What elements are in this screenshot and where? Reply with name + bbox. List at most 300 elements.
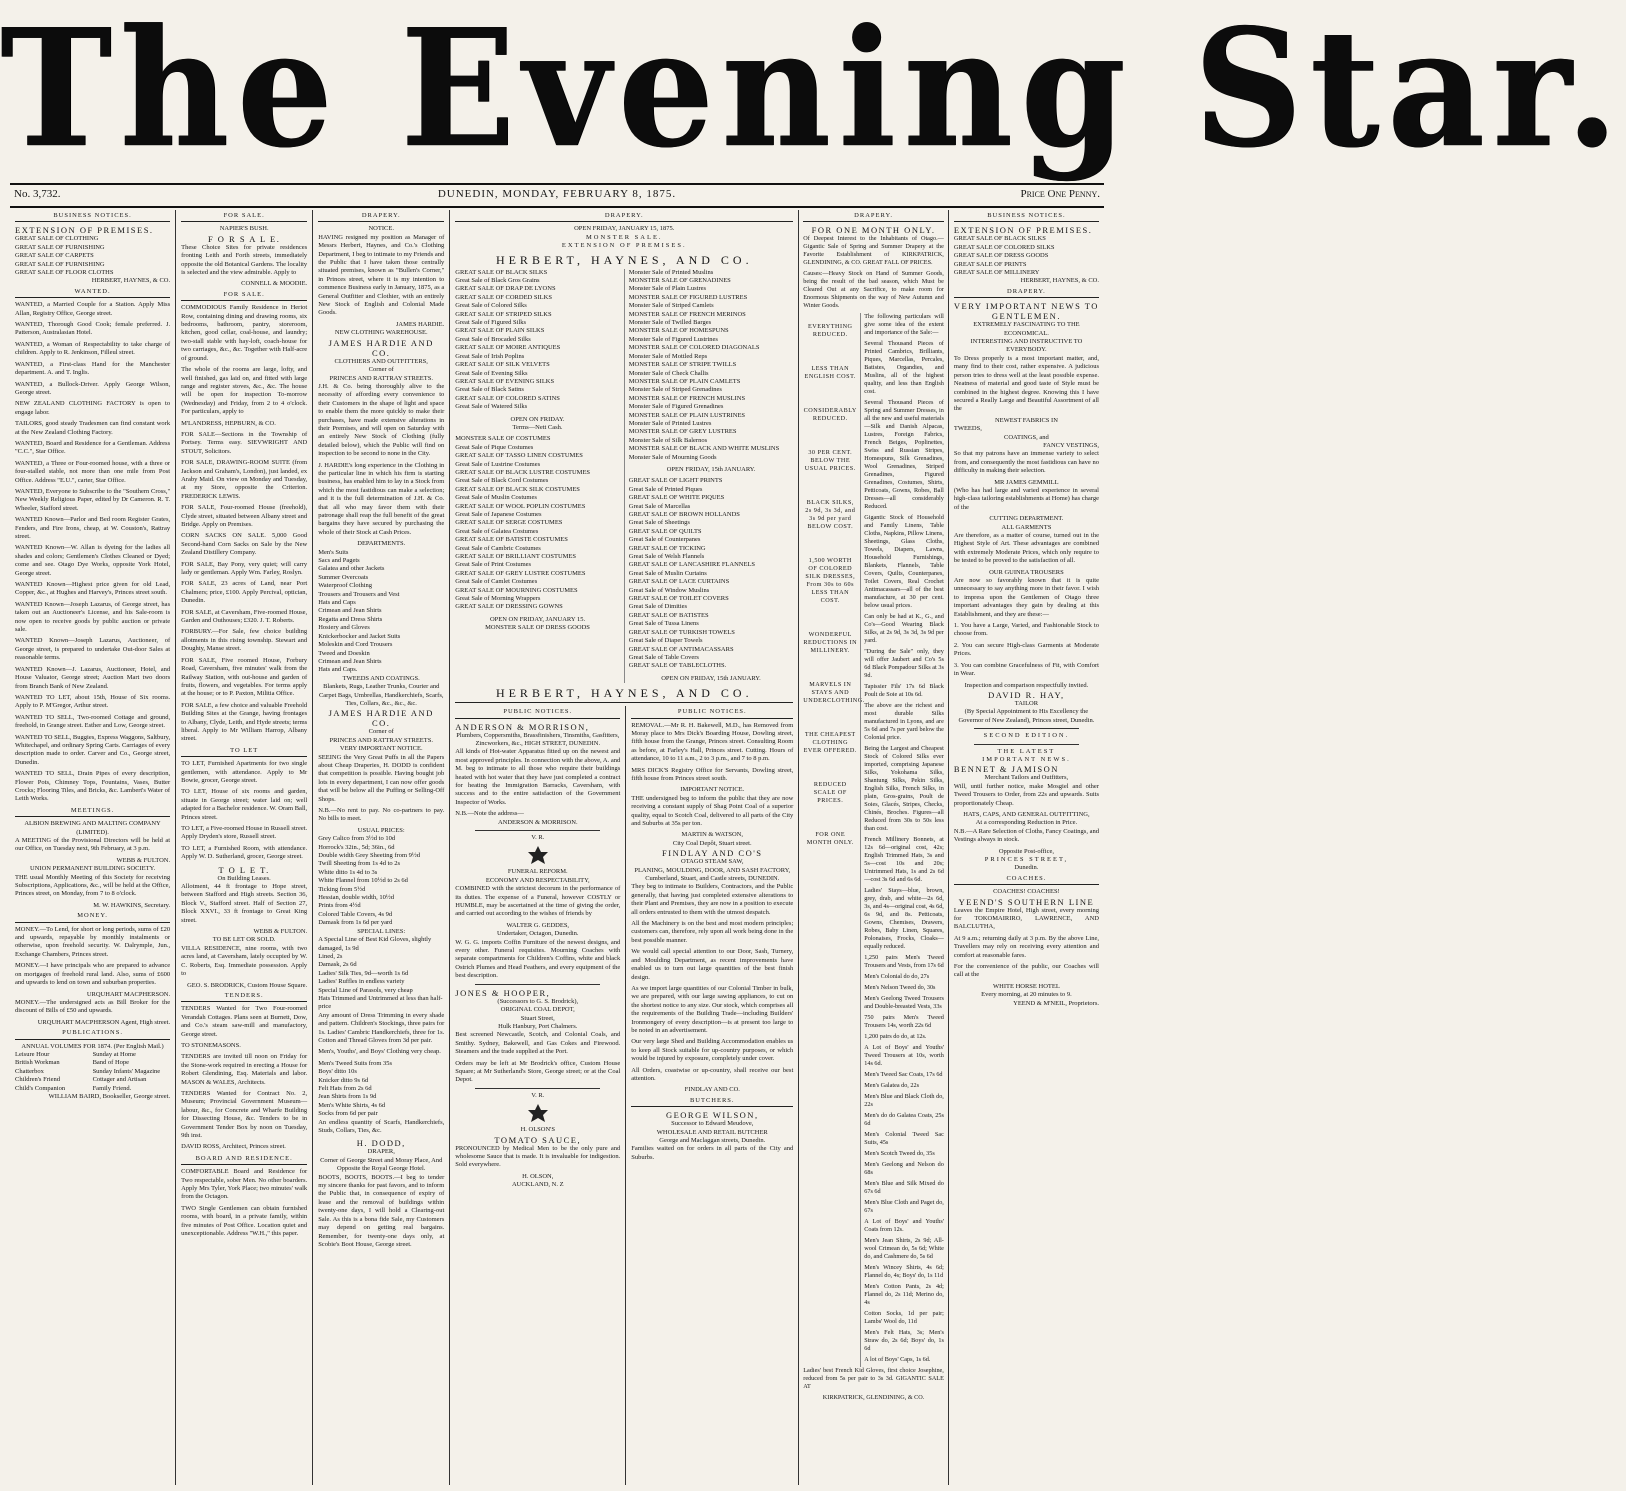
column-hay [949, 210, 1104, 1485]
fancy: FANCY VESTINGS, [1043, 441, 1099, 449]
publication: Sunday Infants' Magazine [92, 1067, 161, 1075]
sale-line: Great Sale of Welsh Flannels [628, 553, 705, 561]
column-business [10, 210, 176, 1485]
silks-list [455, 269, 620, 412]
advantage-item: 2. You can secure High-class Garments at Moderate Prices. [953, 641, 1099, 658]
nb-text: N.B.—No rent to pay. No co-partners to pay. No bills to meet. [318, 807, 445, 823]
unlimited-text: An endless quantity of Scarfs, Handkerchiefs, Studs, Collars, Ties, &c. [318, 1118, 445, 1135]
tweeds-text: Blankets, Rugs, Leather Trunks, Courier and Carpet Bags, Umbrellas, Handkerchiefs, Scarfs, Ties, Collars, &c., &c., &c. [318, 683, 444, 707]
column-herbert-haynes [450, 210, 799, 1485]
sale-item: Cotton Socks, 1d per pair; Lambs' Wool do, 11d [864, 1310, 944, 1325]
warehouse-title: NEW CLOTHING WAREHOUSE. [334, 329, 428, 337]
interesting: INTERESTING AND INSTRUCTIVE TO EVERYBODY. [970, 338, 1083, 354]
funeral-title: FUNERAL REFORM. [507, 868, 568, 876]
price-item: Ticking from 5½d [318, 885, 366, 893]
wanted-ad: WANTED, a First-class Hand for the Manchester department. A. and T. Inglis. [15, 360, 171, 377]
price-item: Damask from 1s 6d per yard [318, 919, 393, 927]
to-let-heading: T O L E T. [218, 864, 270, 875]
napier-text: These Choice Sites for private residences fronting Leith and Forth streets, immediately opposite the old Botanical Gardens. The locality is selected and the view admirable. Apply to [181, 243, 308, 277]
issue-number: No. 3,732. [14, 188, 61, 200]
sale-line: GREAT SALE OF GREY LUSTRE COSTUMES [455, 569, 586, 577]
dunedin: Dunedin. [1014, 864, 1039, 872]
sale-line: Great Sale of Evening Silks [455, 369, 528, 377]
coatings: COATINGS, and [1004, 433, 1049, 441]
villa-sign: GEO. S. BRODRICK, Custom House Square. [187, 981, 308, 989]
seeing-text: SEEING the Very Great Puffs in all the Papers about Cheap Draperies, H. DODD is confident that competition is possible. Having bought job lots in every department, I can now offer goods that will be below all the Puffing or Selling-Off Shops. [318, 753, 445, 803]
findlay-text: They beg to intimate to Builders, Contractors, and the Public generally, that having just completed extensive alterations to their Plant and Premises, they are now in a position to execute all orders entrusted to them with the utmost despatch. [631, 883, 794, 916]
sale-line: Monster Sale of Plain Lustres [628, 285, 707, 293]
sale-line: GREAT SALE OF COLORED SATINS [455, 394, 560, 402]
boots-text: BOOTS, BOOTS, BOOTS.—I beg to tender my sincere thanks for past favors, and to inform the Public that, in consequence of expiry of lease and the removal of buildings within twenty-one days, I will hold a Clearing-out Sale. As this is a bona fide Sale, my Customers may depend on getting real bargains. Remember, for twenty-one days only, at Scobie's Boot House, George street. [318, 1173, 445, 1248]
dick-text: MRS DICK'S Registry Office for Servants, Dowling street, fifth house from Princes street south. [631, 766, 794, 782]
money-ad: MONEY.—The undersigned acts as Bill Broker for the discount of Bills of £50 and upwards. [15, 998, 171, 1015]
sale-line: Great Sale of Lustrine Costumes [455, 460, 541, 468]
departments-list [318, 549, 444, 675]
household-list [629, 477, 794, 670]
streets: PRINCES AND RATTRAY STREETS. [329, 374, 433, 382]
money-ad: MONEY.—I have principals who are prepared to advance on mortgages of freehold rural land. Also, sums of £600 and upwards to lend on town and suburban properties. [15, 962, 171, 987]
section-header: TENDERS. [181, 992, 307, 1002]
sale-line: GREAT SALE OF SERGE COSTUMES [455, 519, 563, 527]
columns [10, 210, 1104, 1485]
special-item: Hats Trimmed and Untrimmed at less than half-price [318, 994, 443, 1011]
for-sale-ad: FOR SALE—Sections in the Township of Portsey. Terms easy. SIEVWRIGHT AND STOUT, Solicitors. [181, 430, 308, 455]
monster-title: MONSTER SALE. [585, 233, 663, 241]
coal-text: Orders may be left at Mr Brodrick's office, Custom House Square; at Mr Sutherland's Store, George street; or at the Coal Depot. [455, 1059, 621, 1084]
sale-item: Men's Cotton Pants, 2s 4d; Flannel do, 2s 11d; Merino do, 4s [864, 1283, 944, 1306]
publication: British Workman [15, 1059, 60, 1067]
sale-line: MONSTER SALE OF FRENCH MUSLINS [628, 394, 746, 402]
department-item: Crimean and Jean Shirts [318, 607, 382, 615]
wanted-ad: WANTED, Thorough Good Cook; female preferred. J. Patterson, Australasian Hotel. [15, 321, 171, 337]
advantage-item: 3. You can combine Gracefulness of Fit, with Comfort in Wear. [953, 661, 1099, 678]
martin-name: MARTIN & WATSON, [681, 831, 743, 839]
sale-line: GREAT SALE OF BLACK LUSTRE COSTUMES [455, 468, 591, 476]
villa-text: VILLA RESIDENCE, nine rooms, with two acres land, at Caversham, lately occupied by W. C. Roberts, Esq. Immediate possession. Apply to [181, 944, 308, 978]
sale-item: "During the Sale" only, they will offer Jaubert and Co's 5s 6d Black Pompadour Silks at 3s 9d. [864, 648, 944, 679]
building-leases: On Building Leases. [217, 874, 271, 882]
wilson-name: GEORGE WILSON, [665, 1110, 759, 1121]
wanted-ad: WANTED, a Married Couple for a Station. Apply Miss Allan, Registry Office, George street. [15, 301, 171, 317]
mens-item: Knicker ditto 9s 6d [318, 1076, 369, 1084]
planing: PLANING, MOULDING, DOOR, AND SASH FACTORY, [634, 866, 791, 874]
meeting-text: A MEETING of the Provisional Directors will be held at our Office, on Tuesday next, 9th February, at 3 p.m. [15, 837, 171, 853]
latest: THE LATEST [997, 747, 1056, 755]
publication: Cottager and Artisan [92, 1076, 147, 1084]
wanted-ad: WANTED Known—W. Allan is dyeing for the ladies all shades and colors; Gentlemen's Clothes Cleaned or Dyed; come and see. Otago Dye Works, opposite York Hotel, George street. [15, 544, 171, 577]
sale-item: Men's Felt Hats, 3s; Men's Straw do, 2s 6d; Boys' do, 1s 6d [864, 1329, 944, 1352]
tender-ad: TENDERS are invited till noon on Friday for the Stone-work required in erecting a House for Robert Glendining, Esq. Materials and labor. MASON & WALES, Architects. [181, 1053, 308, 1086]
month-text: Of Deepest Interest to the Inhabitants of Otago.—Gigantic Sale of Spring and Summer Drapery at the Favorite Establishment of KIRKPATRICK, GLENDINING, & CO. GREAT FALL OF PRICES. [803, 235, 944, 266]
department-item: Galatea and other Jackets [318, 565, 385, 573]
sale-line: GREAT SALE OF TURKISH TOWELS [628, 628, 735, 636]
steam-saw: OTAGO STEAM SAW, [681, 858, 744, 866]
department-item: Tweed and Doeskin [318, 649, 370, 657]
public-notices [450, 706, 798, 1485]
open-friday: OPEN ON FRIDAY, 15th JANUARY. [661, 674, 761, 682]
department-item: Hosiery and Gloves [318, 624, 370, 632]
sale-item: Men's Geelong Tweed Trousers and Double-breasted Vests, 33s [864, 995, 944, 1010]
martin-address: City Coal Depôt, Stuart street. [672, 839, 752, 847]
wilson-sub: Successor to Edward Meudove, [671, 1120, 754, 1128]
wanted-ad: NEW ZEALAND CLOTHING FACTORY is open to engage labor. [15, 400, 171, 416]
sale-line: Great Sale of Window Muslins [628, 586, 710, 594]
olson-name: H. OLSON'S [520, 1126, 555, 1134]
section-header: DRAPERY. [318, 212, 444, 222]
department-item: Crimean and Jean Shirts [318, 657, 382, 665]
jones-sub: (Successors to G. S. Brodrick), [497, 997, 579, 1005]
newest: NEWEST FABRICS IN [994, 416, 1058, 424]
yeend-text: At 9 a.m.; returning daily at 3 p.m. By the above Line, Travellers may rely on receiving every attention and comfort at reasonable fares. [953, 934, 1099, 959]
sale-lists [455, 269, 793, 684]
sale-line: GREAT SALE OF PLAIN SILKS [455, 327, 545, 335]
sale-line: Great Sale of Muslin Costumes [455, 494, 537, 502]
clothiers: CLOTHIERS AND OUTFITTERS, [334, 357, 428, 365]
for-sale-ad: FOR SALE, at Caversham, Five-roomed House, Garden and Outhouses; £320. J. T. Roberts. [181, 608, 308, 625]
hulk: Hulk Hanbury, Port Chalmers. [498, 1022, 578, 1030]
olson-sign: H. OLSON, [522, 1172, 554, 1180]
divider [974, 744, 1079, 745]
top-rule [10, 183, 1104, 185]
hardie-text: J.H. & Co. being thoroughly alive to the necessity of affording every convenience to their Customers in the shape of light and space to enable them the more quickly to make their purchases, have made extensive alterations in their Premises, and will open on Saturday with an entirely New Stock of Clothing (fully detailed below), which the Public will find on inspection to be second to none in the City. [318, 382, 445, 458]
notice-title: NOTICE. [368, 225, 394, 233]
department-item: Men's Suits [318, 548, 349, 556]
sale-line: MONSTER SALE OF HOMESPUNS [628, 327, 729, 335]
usual-list [318, 835, 444, 927]
sale-item: Several Thousand Pieces of Printed Cambrics, Brilliants, Piques, Marcellas, Percales, Batistes, Organdies, and Muslins, all of the highest quality, and less than English cost. [864, 340, 944, 395]
sale-line: GREAT SALE OF BRILLIANT COSTUMES [455, 553, 577, 561]
kirkpatrick-labels [803, 313, 865, 1367]
tomato-text: PRONOUNCED by Medical Men to be the only pure and wholesome Sauce that is made. It is invaluable for indigestion. Sold everywhere. [455, 1144, 621, 1169]
publications-left [15, 1051, 93, 1093]
sale-line: GREAT SALE OF LACE CURTAINS [628, 578, 730, 586]
open-friday: OPEN FRIDAY, 15th JANUARY. [666, 465, 756, 473]
publication: Band of Hope [92, 1059, 130, 1067]
sale-line: GREAT SALE OF DRESSING GOWNS [455, 603, 563, 611]
department-item: Trousers and Trousers and Vest [318, 590, 400, 598]
sale-line: Monster Sale of Twilled Barges [628, 319, 712, 327]
price-item: White ditto 1s 4d to 3s [318, 868, 378, 876]
napier-sign: CONNELL & MOODIE. [241, 280, 308, 288]
dodd-name: H. DODD, [356, 1138, 406, 1149]
section-header: FOR SALE. [181, 212, 307, 222]
to-let-sign: WEBB & FULTON. [253, 928, 308, 936]
tomato-title: TOMATO SAUCE, [494, 1134, 582, 1145]
department-item: Sacs and Pagets [318, 557, 360, 565]
coaches: COACHES! COACHES! [993, 888, 1060, 896]
sale-item: Men's Geelong and Nelson do 68s [864, 1161, 944, 1176]
geddes-text: W. G. G. imports Coffin Furniture of the newest designs, and every other. Funeral requisites. Mourning Coaches with separate compartments for Children's Coffins, white and black Ostrich Plumes and Head Feathers, and every equipment of the best description. [455, 938, 621, 980]
price-label: WONDERFUL REDUCTIONS IN MILLINERY. [803, 631, 858, 654]
cause-text: Causes:—Heavy Stock on Hand of Summer Goods, being the result of the bad season, which Must be Cleared Out at any Sacrifice, to make room for Enormous Shipments on the way of New Autumn and Winter Goods. [803, 270, 944, 309]
inspection: Inspection and comparison respectfully invited. [964, 681, 1089, 689]
findlay-name: FINDLAY AND CO'S [662, 848, 763, 859]
princes: PRINCES STREET, [984, 856, 1069, 863]
column-drapery-hardie [313, 210, 450, 1485]
to-let-text: Allotment, 44 ft frontage to Hope street, between Stafford and High streets. Section 36, Block V., Stafford street. Half of Section 27, Block XXVI., 33 ft frontage to Great King street. [181, 883, 308, 924]
for-sale-ad: CORN SACKS ON SALE. 5,000 Good Second-hand Corn Sacks on Sale by the New Zealand Distillery Company. [181, 532, 308, 557]
sale-line: GREAT SALE OF FURNISHING [15, 243, 105, 251]
hats-title: HATS, CAPS, AND GENERAL OUTFITTING, [963, 810, 1090, 818]
sale-line: GREAT SALE OF QUILTS [628, 527, 702, 535]
for-sale-ad: The whole of the rooms are large, lofty, and well finished, gas laid on, and fitted with large range and register stoves, &c., &c. The house will be open for inspection To-morrow (Wednesday) and Friday, from 2 to 4 o'clock. For particulars, apply to [181, 366, 308, 416]
department-item: Moleskin and Cord Trousers [318, 641, 393, 649]
divider [475, 984, 600, 985]
wanted-ad: WANTED Known—Highest price given for old Lead, Copper, &c., at Hughes and Harvey's, Princes street south. [15, 581, 171, 597]
opposite: Opposite Post-office, [998, 847, 1054, 855]
corner: Corner of [368, 728, 394, 736]
price-label: 30 PER CENT. BELOW THE USUAL PRICES. [804, 449, 856, 472]
draper: DRAPER, [367, 1148, 395, 1156]
findlay-sign: FINDLAY AND CO. [684, 1086, 740, 1094]
section-header: COACHES. [954, 875, 1099, 885]
sale-line: GREAT SALE OF COLORED SILKS [953, 243, 1055, 251]
sale-line: Great Sale of Marcellas [628, 502, 691, 510]
patrons-text: So that my patrons have an immense variety to select from, and consequently the most fastidious can have no difficulty in making their selection. [953, 450, 1099, 475]
tweeds-title: TWEEDS AND COATINGS. [342, 674, 420, 682]
sale-line: Great Sale of Tussa Linens [628, 620, 699, 628]
dodd-text: Any amount of Dress Trimming in every shade and pattern. Children's Stockings, three pairs for 1s. Ladies' Cambric Handkerchiefs, three for 1s. Cotton and Thread Gloves from 3d per pair. [318, 1011, 445, 1044]
firm-signature: HERBERT, HAYNES, & CO. [91, 277, 171, 285]
sale-line: Great Sale of Camlet Costumes [455, 578, 538, 586]
advantages-list [954, 622, 1099, 678]
sale-line: Monster Sale of Striped Grenadines [628, 386, 722, 394]
sale-line: MONSTER SALE OF COSTUMES [455, 435, 551, 443]
merchant: Merchant Tailors and Outfitters, [984, 774, 1069, 782]
important-text: THE undersigned beg to inform the public that they are now receiving a constant supply of Shag Point Coal of a superior quality, equal to Scotch Coal, delivered to all parts of the City and Suburbs at 35s per ton. [631, 794, 794, 827]
price-label: FOR ONE MONTH ONLY. [806, 831, 854, 846]
findlay-text: Our very large Shed and Building Accommodation enables us to keep all Stock suitable for up-country purposes, or which would be injured by exposure, completely under cover. [631, 1038, 794, 1063]
mens-list [318, 1060, 444, 1119]
sale-item: 1,200 pairs do do, at 12s. [864, 1033, 927, 1040]
special-title: SPECIAL LINES: [357, 927, 406, 935]
price-item: Twill Sheeting from 1s 4d to 2s [318, 860, 401, 868]
publication: Sunday at Home [92, 1050, 136, 1058]
kirkpatrick-body [803, 313, 944, 1367]
newspaper-title: The Evening Star. [0, 0, 1626, 185]
wilson-address: George and Maclaggan streets, Dunedin. [659, 1137, 766, 1144]
meeting-text: THE usual Monthly Meeting of this Society for receiving Subscriptions, Applications, &c., will be held at the Office, Princes street, on Monday, from 7 to 8 o'clock. [15, 873, 171, 898]
price-item: White Flannel from 10½d to 2s 6d [318, 877, 408, 885]
sale-line: GREAT SALE OF EVENING SILKS [455, 377, 555, 385]
findlay-text: As we import large quantities of our Colonial Timber in bulk, we are prepared, with our large sawing appliances, to cut on the shortest notice to any size. Our stock, which comprises all the requirements of the Building Trade—including Builders' Ironmongery of every description—is at present too large to be noted in an advertisement. [631, 984, 794, 1034]
sale-line: GREAT SALE OF LANCASHIRE FLANNELS [628, 561, 756, 569]
tweeds: TWEEDS, [953, 425, 982, 433]
sale-item: Men's Nelson Tweed do, 30s [864, 984, 936, 991]
to-let-list [181, 760, 307, 861]
sale-line: Monster Sale of Striped Camlets [628, 302, 714, 310]
white-horse: WHITE HORSE HOTEL [993, 982, 1060, 990]
for-sale-ad: COMMODIOUS Family Residence in Heriot Row, containing dining and drawing rooms, six bedrooms, bathroom, pantry, storeroom, kitchen, good cellar, coal-house, and laundry; two-stall stable with hay-loft, coach-house for two carriages, &c., &c. Together with Half-acre of ground. [181, 304, 308, 362]
vr-mark: V. R. [531, 1091, 545, 1099]
tender-ad: TENDERS Wanted for Contract No. 2, Museum; Provincial Government Museum—labour, &c., for Concrete and Wharfe Building for Dissecting House, &c. Tenders to be in Government Tender Box by noon on Tuesday, 9th inst. [181, 1089, 308, 1139]
wanted-ad: WANTED Known—Joseph Lazarus, Auctioneer, of George street, is prepared to undertake Out-door Sales at reasonable terms. [15, 637, 171, 662]
yeend-text: For the convenience of the public, our Coaches will call at the [953, 963, 1099, 979]
wanted-ad: WANTED, Everyone to Subscribe to the "Southern Cross," New Weekly Religious Paper, edited by Dr Cameron. R. T. Wheeler, Stafford street. [15, 487, 171, 512]
wanted-ad: WANTED Known—Joseph Lazarus, of George street, has taken out an Auctioneer's License, and his Sale-room is now open to receive goods by public auction or private sale. [15, 600, 171, 634]
kirkpatrick-footer: Ladies' best French Kid Gloves, first choice Josephine, reduced from 5s per pair to 3s 3d. GIGANTIC SALE AT [803, 1367, 944, 1390]
sale-item: A lot of Boys' Caps, 1s 6d. [864, 1356, 931, 1363]
sale-item: A Lot of Boys' and Youths' Tweed Trousers at 10s, worth 14s 6d. [864, 1044, 944, 1067]
meeting-sign: WEBB & FULTON. [116, 856, 171, 864]
sale-item: Men's Jean Shirts, 2s 9d; All-wool Crimean do, 5s 6d; White do, and Cashmere do, 5s 6d [864, 1237, 944, 1260]
section-header: BUSINESS NOTICES. [954, 212, 1099, 222]
notice-sign: JAMES HARDIE. [395, 320, 445, 328]
publication: Leisure Hour [15, 1050, 50, 1058]
price: Price One Penny. [1020, 188, 1100, 200]
sale-line: MONSTER SALE OF FIGURED LUSTRES [628, 293, 748, 301]
sale-line: GREAT SALE OF DRAP DE LYONS [455, 285, 556, 293]
guinea: OUR GUINEA TROUSERS [989, 568, 1064, 576]
sale-line: Great Sale of Brocaded Silks [455, 335, 531, 343]
section-header: TO LET [181, 747, 307, 757]
coal-address: Stuart Street, [520, 1014, 555, 1022]
for-sale-ad: FOR SALE, a few choice and valuable Freehold Building Sites at the Grange, having frontages to Albany, Clyde, Leith, and Hyde streets; terms liberal. Apply to Mr William Harrop, Albany street. [181, 701, 308, 743]
yeend-sign: YEEND & M'NEIL, Proprietors. [1013, 999, 1099, 1007]
wanted-ad: WANTED, a Three or Four-roomed house, with a three or four-stalled stable, not more than one mile from Post Office. Address "E.U.", carter, Star Office. [15, 459, 171, 484]
sale-line: Great Sale of Counterpanes [628, 536, 701, 544]
section-header: PUBLIC NOTICES. [455, 708, 620, 718]
sale-line: GREAT SALE OF BLACK SILKS [455, 268, 548, 276]
sale-line: MONSTER SALE OF GREY LUSTRES [628, 428, 737, 436]
for-sale-ad: FOR SALE, 23 acres of Land, near Port Chalmers; price, £100. Apply Percival, optician, Dunedin. [181, 580, 308, 605]
sale-line: Great Sale of Japanese Costumes [455, 511, 542, 518]
department-item: Waterproof Clothing [318, 582, 372, 590]
column-for-sale [176, 210, 313, 1485]
sale-line: MONSTER SALE OF PLAIN LUSTRINES [628, 411, 746, 419]
price-item: Horrock's 32in., 5d; 36in., 6d [318, 843, 395, 851]
important-title: IMPORTANT NOTICE. [680, 786, 745, 794]
guinea-text: Are now so favorably known that it is quite unnecessary to say anything more in their favor. I wish to impress upon the Gentlemen of Otago three important advantages they gain by dealing at this Establishment, and they are these:— [953, 577, 1099, 618]
sale-line: Great Sale of Black Satins [455, 386, 524, 394]
sale-line: Great Sale of Watered Silks [455, 403, 528, 411]
dateline-rule [10, 206, 1104, 208]
crest-icon [523, 1102, 553, 1124]
dress-text: To Dress properly is a most important matter, and, many find to their cost, rather expensive. A judicious person tries to dress well at the least possible expense. Neatness of material and good taste of Style must be combined in the highest degree. Knowing this I have secured a Really Large and Beautiful Assortment of all the [953, 354, 1099, 413]
costumes-list [455, 435, 620, 612]
funeral-text: COMBINED with the strictest decorum in the performance of its duties. The expense of a Funeral, however COSTLY or HUMBLE, may be ascertained at the time of giving the order, and carried out according to the wishes of friends by [455, 885, 621, 918]
sale-line: GREAT SALE OF SILK VELVETS [455, 361, 550, 369]
column-public-notices-right [626, 706, 798, 1485]
yeend-text: Every morning, at 20 minutes to 9. [981, 991, 1072, 999]
wanted-ad: WANTED TO SELL, Drain Pipes of every description, Flower Pots, Chimney Tops, Fountains, Vases, Butter Crocks; Flooring Tiles, and Bricks, &c. Lambert's Water of Leith Works. [15, 770, 171, 803]
sales-list [15, 235, 170, 277]
notice-text: HAVING resigned my position as Manager of Messrs Herbert, Haynes, and Co.'s Clothing Department, I beg to intimate to my Friends and the Public that I have taken those centrally situated premises, known as "Bullen's Corner," in Princes street, where it is my intention to commence Business early in January, 1875, as a General Outfitter and Clothier, with an entirely New Stock of English and Colonial Made Goods. [318, 233, 445, 317]
jones-name: JONES & HOOPER, [455, 987, 551, 998]
special-item: Damask, 2s 6d [318, 961, 357, 969]
streets: PRINCES AND RATTRAY STREETS. [329, 736, 433, 744]
mens-item: Felt Hats from 2s 6d [318, 1085, 372, 1092]
sale-item: Ladies' Stays—blue, brown, grey, drab, and white—2s 6d, 3s, and 4s—original cost, 4s 6d, 6s 9d, and 8s. Petticoats, Gowns, Chemises, Drawers, Robes, Baby Linen, Squares, Polonaises, Frocks, Cloaks—equally reduced. [864, 887, 944, 950]
sale-line: GREAT SALE OF MOIRE ANTIQUES [455, 344, 561, 352]
sale-line: GREAT SALE OF FLOOR CLOTHS [15, 269, 114, 277]
mens-item: Socks from 6d per pair [318, 1110, 378, 1118]
meeting-title: UNION PERMANENT BUILDING SOCIETY. [30, 865, 156, 873]
kirkpatrick-firm: KIRKPATRICK, GLENDINING, & CO. [822, 1394, 925, 1401]
sale-item: Men's do do Galatea Coats, 25s 6d [864, 1112, 944, 1127]
cutting: CUTTING DEPARTMENT. [989, 515, 1064, 523]
divider [475, 830, 600, 831]
yeend-text: Leaves the Empire Hotel, High street, every morning for TOKOMAIRIRO, LAWRENCE, AND BALCLUTHA, [953, 906, 1099, 931]
department-item: Regatta and Dress Shirts [318, 615, 383, 623]
sale-line: MONSTER SALE OF COLORED DIAGONALS [628, 344, 760, 352]
board-list [181, 1168, 307, 1238]
removal-text: REMOVAL.—Mr R. H. Bakewell, M.D., has Removed from Moray place to Mrs Dick's Boarding House, Dowling street, fifth house from the Grange, Princes street. Consulting Room as before, at Farley's Hall, Princes street. Cutting. Hours of attendance, 10 to 11 a.m., 2 to 3 p.m., and 7 to 8 p.m. [631, 721, 794, 763]
wanted-ad: WANTED, a Bullock-Driver. Apply George Wilson, George street. [15, 380, 171, 396]
to-let-ad: TO LET, a Five-roomed House in Russell street. Apply Dryden's store, Russell street. [181, 825, 308, 841]
hats-text: At a corresponding Reduction in Price. [975, 819, 1078, 827]
open-line: OPEN FRIDAY, JANUARY 15, 1875. [574, 225, 675, 233]
special-list [318, 936, 444, 1012]
sales-list [954, 235, 1099, 277]
extension-heading: EXTENSION OF PREMISES. [15, 225, 154, 236]
usual-title: USUAL PRICES: [357, 826, 405, 834]
price-label: EVERYTHING REDUCED. [808, 323, 853, 338]
sale-line: GREAT SALE OF WHITE PIQUES [628, 494, 725, 502]
sale-item: Men's Scotch Tweed do, 35s [864, 1150, 935, 1157]
price-label: MARVELS IN STAYS AND UNDERCLOTHING. [803, 681, 865, 704]
price-label: LESS THAN ENGLISH COST. [804, 365, 856, 380]
sale-line: GREAT SALE OF BLACK SILK COSTUMES [455, 485, 580, 493]
sale-line: GREAT SALE OF BROWN HOLLANDS [628, 511, 740, 518]
tailor: TAILOR [1014, 699, 1039, 707]
money-sign: URQUHART MACPHERSON Agent, High street. [37, 1018, 171, 1026]
tender-ad: DAVID ROSS, Architect, Princes street. [181, 1143, 286, 1151]
section-header: MONEY. [15, 912, 170, 922]
sale-line: GREAT SALE OF TOILET COVERS [628, 595, 729, 603]
price-label: CONSIDERABLY REDUCED. [803, 407, 857, 422]
second-edition: SECOND EDITION. [983, 732, 1070, 740]
section-header: BOARD AND RESIDENCE. [181, 1155, 307, 1165]
findlay-text: We would call special attention to our Door, Sash, Turnery, and Moulding Department, as recent improvements have enabled us to turn out large quantities of the best finish design. [631, 948, 794, 981]
sale-line: Great Sale of Print Costumes [455, 561, 532, 569]
sale-item: Tapissier Fils' 17s 6d Black Poult de Soie at 10s 6d. [864, 683, 944, 698]
to-let-ad: TO LET, House of six rooms and garden, situate in George street; water laid on; well adapted for a Bachelor residence. W. Oram Ball, Princes street. [181, 788, 308, 821]
sale-line: GREAT SALE OF CLOTHING [15, 235, 99, 243]
sale-line: Great Sale of Cambric Costumes [455, 544, 541, 552]
wanted-ad: TAILORS, good steady Tradesmen can find constant work at the New Zealand Clothing Factory. [15, 420, 171, 436]
geddes-address: Undertaker, Octagon, Dunedin. [497, 930, 579, 938]
publication: Children's Friend [15, 1076, 61, 1084]
special-item: Special Line of Parasols, very cheap [318, 986, 413, 994]
firm-name: HERBERT, HAYNES, AND CO. [455, 686, 793, 703]
special-item: Lined, 2s [318, 952, 343, 960]
sale-item: Men's Wincey Shirts, 4s 6d; Flannel do, 4s; Boys' do, 1s 11d [864, 1264, 944, 1279]
price-item: Colored Table Covers, 4s 9d [318, 910, 393, 918]
tenders-list [181, 1005, 307, 1152]
department-item: Summer Overcoats [318, 573, 369, 581]
sale-item: 750 pairs Men's Tweed Trousers 14s, worth 22s 6d [864, 1014, 944, 1029]
dateline [14, 188, 1100, 206]
divider [475, 1088, 600, 1089]
garments-text: Are therefore, as a matter of course, turned out in the Highest Style of Art. These advantages are combined with extremely Moderate Prices, which only require to be tested to be proved to the satisfaction of all. [953, 532, 1099, 565]
sale-item: Being the Largest and Cheapest Stock of Colored Silks ever imported, comprising Japanese Silks, Yokohama Silks, Shantung Silks, Pekin Silks, English Silks, French Silks, in plain, Gros-grains, Poult de Soies, Glacés, Stripes, Checks, Chinés, Broches. Figures—all Reduced from 30s to 50s less than cost. [864, 745, 944, 832]
publication: Chatterbox [15, 1067, 44, 1075]
sale-line: GREAT SALE OF FURNISHING [15, 260, 105, 268]
special-item: A Special Line of Best Kid Gloves, slightly damaged, 1s 9d [318, 936, 432, 952]
crest-icon [523, 844, 553, 866]
price-item: Hessian, double width, 10½d [318, 894, 395, 902]
sale-line: GREAT SALE OF BLACK SILKS [953, 235, 1046, 243]
for-sale-ad: FOR SALE, Five roomed House, Forbury Road, Caversham, five minutes' walk from the Railway Station, with out-house and garden of fruits, flowers, and vegetables. For terms apply at the house; or to P. Paxton, Militia Office. [181, 656, 308, 698]
special-item: Ladies' Ruffles in endless variety [318, 978, 405, 986]
to-let-ad: TO LET, Furnished Apartments for two single gentlemen, with attendance. Apply to Mr Bowie, grocer, George street. [181, 760, 308, 784]
mens-item: Men's White Shirts, 4s 6d [318, 1101, 386, 1109]
wanted-list [15, 301, 170, 804]
important-title: VERY IMPORTANT NOTICE. [339, 745, 423, 753]
anderson-nb: N.B.—Note the address— [455, 810, 524, 818]
wanted-ad: WANTED Known—J. Lazarus, Auctioneer, Hotel, and House Valuator, George street; Auction Mart two doors from Branch Bank of New Zealand. [15, 665, 171, 690]
